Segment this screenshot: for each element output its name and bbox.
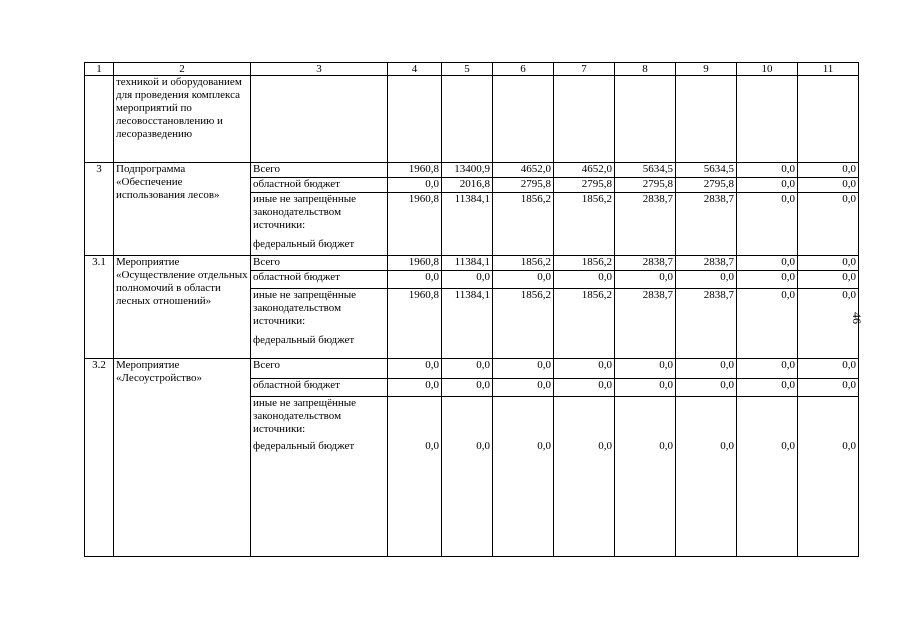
value-cell: 2795,8: [493, 178, 554, 193]
num-cell: [85, 76, 114, 163]
column-number-9: 9: [676, 63, 737, 76]
column-number-7: 7: [554, 63, 615, 76]
row-number: 3: [85, 163, 114, 256]
value-cell: 0,0: [737, 193, 798, 256]
table-row: [85, 256, 859, 271]
value-cell: 0,0: [442, 271, 493, 289]
value-cell: 0,0: [798, 271, 859, 289]
value-cell: 0,0: [493, 379, 554, 397]
table-body: [85, 63, 859, 557]
column-number-2: 2: [114, 63, 251, 76]
value-cell: 0,0: [737, 163, 798, 178]
other-sources-label: иные не запрещённые законодательством источники:: [253, 397, 357, 435]
value-cell: 0,0: [798, 359, 859, 379]
federal-budget-label: федеральный бюджет: [253, 238, 355, 250]
funding-source: [251, 289, 388, 359]
funding-source: Всего: [251, 163, 388, 178]
value-cell: 0,0: [388, 271, 442, 289]
value-cell: 0,0: [676, 359, 737, 379]
value-cell: 1856,2: [554, 256, 615, 271]
value-cell: 1856,2: [554, 289, 615, 359]
budget-table: [84, 62, 859, 557]
value-cell: 0,0: [798, 379, 859, 397]
value-cell: 2016,8: [442, 178, 493, 193]
value-cell: 0,0: [442, 397, 493, 557]
page-number: 46: [850, 312, 864, 324]
value-cell: 11384,1: [442, 289, 493, 359]
value-cell: 2795,8: [676, 178, 737, 193]
value-cell: 2795,8: [554, 178, 615, 193]
column-number-1: 1: [85, 63, 114, 76]
value-cell: 2838,7: [676, 193, 737, 256]
value-cell: 5634,5: [676, 163, 737, 178]
value-cell: 0,0: [493, 271, 554, 289]
value-cell: 11384,1: [442, 256, 493, 271]
federal-budget-label: федеральный бюджет: [253, 334, 355, 346]
value-cell: 0,0: [798, 163, 859, 178]
value-cell: 0,0: [798, 289, 859, 359]
value-cell: 1856,2: [493, 289, 554, 359]
value-cell: 0,0: [388, 178, 442, 193]
value-cell: 4652,0: [493, 163, 554, 178]
federal-budget-label: федеральный бюджет: [253, 440, 355, 452]
item-name: Мероприятие «Лесоустройство»: [114, 359, 251, 557]
continuation-row: [85, 76, 859, 163]
value-cell: 0,0: [798, 193, 859, 256]
funding-source: областной бюджет: [251, 178, 388, 193]
value-cell: 0,0: [737, 178, 798, 193]
value-cell: 2795,8: [615, 178, 676, 193]
table-row: [85, 163, 859, 178]
column-number-row: [85, 63, 859, 76]
value-cell: 2838,7: [676, 256, 737, 271]
value-cell: 1960,8: [388, 289, 442, 359]
value-cell: 0,0: [615, 271, 676, 289]
value-cell: 1856,2: [493, 256, 554, 271]
value-cell: 0,0: [554, 397, 615, 557]
row-number: 3.1: [85, 256, 114, 359]
value-cell: 0,0: [798, 397, 859, 557]
value-cell: 0,0: [388, 359, 442, 379]
value-cell: 0,0: [737, 256, 798, 271]
value-cell: 1856,2: [493, 193, 554, 256]
value-cell: 0,0: [737, 397, 798, 557]
src-cell: [251, 76, 388, 163]
row-number: 3.2: [85, 359, 114, 557]
value-cell: 0,0: [442, 379, 493, 397]
value-cell: 4652,0: [554, 163, 615, 178]
item-name: Мероприятие «Осуществление отдельных полномочий в области лесных отношений»: [114, 256, 251, 359]
value-cell: 0,0: [676, 397, 737, 557]
funding-source: Всего: [251, 359, 388, 379]
funding-source: областной бюджет: [251, 379, 388, 397]
column-number-10: 10: [737, 63, 798, 76]
table-row: [85, 359, 859, 379]
value-cell: 1960,8: [388, 193, 442, 256]
item-name: Подпрограмма «Обеспечение использования лесов»: [114, 163, 251, 256]
column-number-3: 3: [251, 63, 388, 76]
other-sources-label: иные не запрещённые законодательством источники:: [253, 289, 357, 327]
value-cell: 5634,5: [615, 163, 676, 178]
value-cell: 0,0: [615, 397, 676, 557]
value-cell: 0,0: [442, 359, 493, 379]
value-cell: 0,0: [737, 271, 798, 289]
value-cell: 0,0: [737, 379, 798, 397]
name-cell: техникой и оборудованием для проведения комплекса мероприятий по лесовосстановлению и лесоразведению: [114, 76, 251, 163]
value-cell: 11384,1: [442, 193, 493, 256]
value-cell: 0,0: [615, 359, 676, 379]
value-cell: 0,0: [554, 359, 615, 379]
value-cell: 0,0: [676, 379, 737, 397]
funding-source: областной бюджет: [251, 271, 388, 289]
value-cell: 13400,9: [442, 163, 493, 178]
funding-source: [251, 193, 388, 256]
other-sources-label: иные не запрещённые законодательством источники:: [253, 193, 357, 231]
value-cell: 2838,7: [615, 193, 676, 256]
value-cell: 0,0: [554, 379, 615, 397]
value-cell: 0,0: [676, 271, 737, 289]
value-cell: 0,0: [554, 271, 615, 289]
value-cell: 1856,2: [554, 193, 615, 256]
funding-source: Всего: [251, 256, 388, 271]
column-number-8: 8: [615, 63, 676, 76]
column-number-4: 4: [388, 63, 442, 76]
value-cell: 1960,8: [388, 163, 442, 178]
column-number-5: 5: [442, 63, 493, 76]
value-cell: 2838,7: [615, 289, 676, 359]
value-cell: 0,0: [798, 178, 859, 193]
column-number-6: 6: [493, 63, 554, 76]
column-number-11: 11: [798, 63, 859, 76]
value-cell: 0,0: [615, 379, 676, 397]
value-cell: 0,0: [737, 359, 798, 379]
value-cell: 2838,7: [615, 256, 676, 271]
value-cell: 0,0: [798, 256, 859, 271]
value-cell: 0,0: [493, 359, 554, 379]
value-cell: 0,0: [737, 289, 798, 359]
value-cell: 0,0: [493, 397, 554, 557]
value-cell: 1960,8: [388, 256, 442, 271]
value-cell: 2838,7: [676, 289, 737, 359]
funding-source: [251, 397, 388, 557]
value-cell: 0,0: [388, 379, 442, 397]
value-cell: 0,0: [388, 397, 442, 557]
